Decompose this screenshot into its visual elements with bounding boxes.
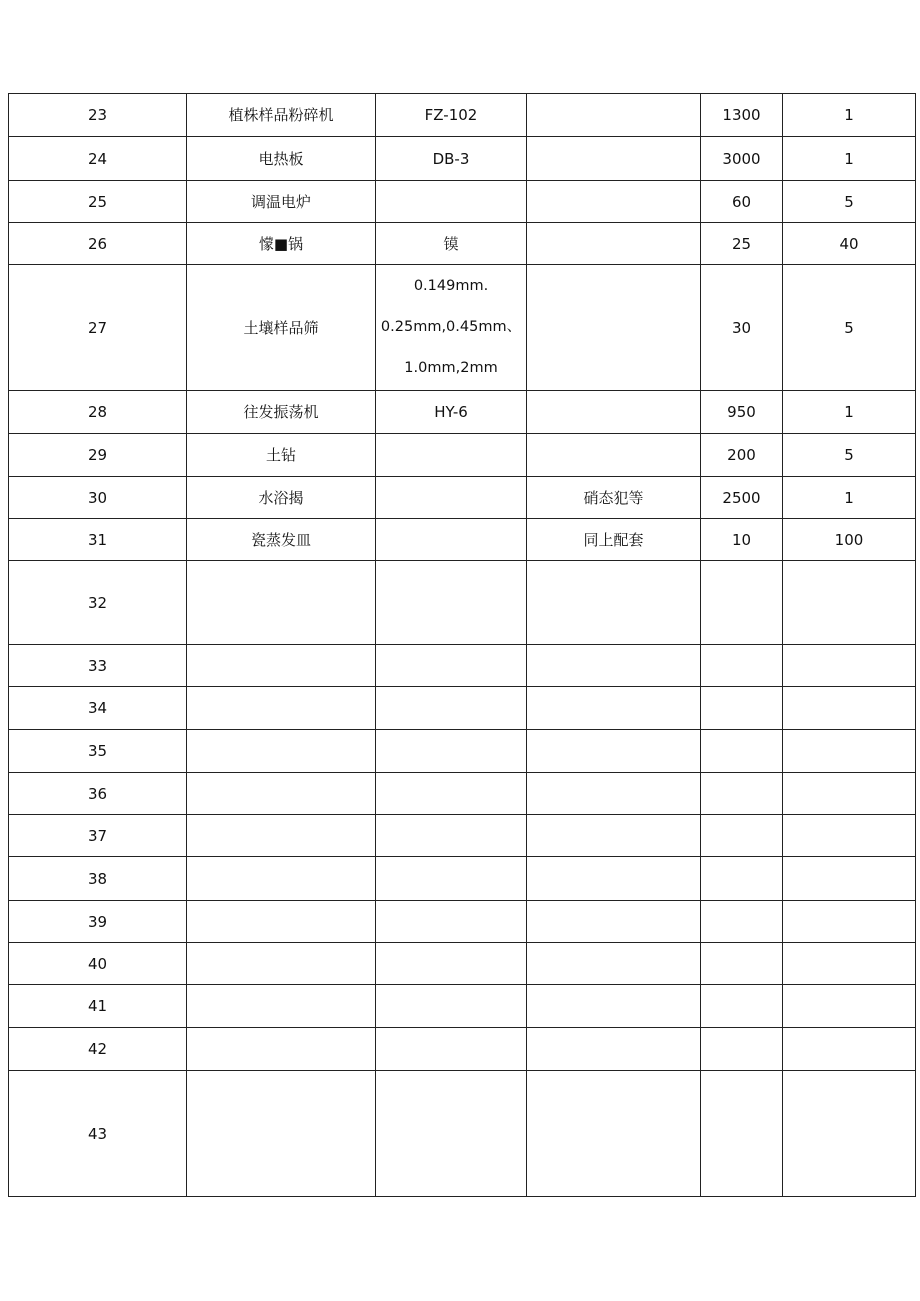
equipment-qty: 1 (783, 391, 916, 434)
equipment-note (527, 137, 701, 181)
equipment-price: 30 (701, 265, 783, 391)
equipment-model (376, 773, 527, 815)
table-row (9, 943, 916, 985)
row-number: 34 (9, 687, 187, 730)
table-row (9, 434, 916, 477)
table-row (9, 730, 916, 773)
equipment-name (187, 730, 376, 773)
equipment-model (376, 687, 527, 730)
equipment-model: 镆 (376, 223, 527, 265)
equipment-name (187, 943, 376, 985)
equipment-qty (783, 943, 916, 985)
equipment-name (187, 561, 376, 645)
equipment-price: 3000 (701, 137, 783, 181)
table-row (9, 181, 916, 223)
equipment-model (376, 815, 527, 857)
row-number: 31 (9, 519, 187, 561)
equipment-price (701, 773, 783, 815)
row-number: 32 (9, 561, 187, 645)
equipment-qty: 5 (783, 265, 916, 391)
equipment-price: 200 (701, 434, 783, 477)
equipment-price (701, 901, 783, 943)
row-number: 41 (9, 985, 187, 1028)
equipment-name: 调温电炉 (187, 181, 376, 223)
table-row (9, 391, 916, 434)
equipment-qty: 100 (783, 519, 916, 561)
equipment-qty: 5 (783, 434, 916, 477)
equipment-note (527, 1028, 701, 1071)
row-number: 28 (9, 391, 187, 434)
equipment-model (376, 901, 527, 943)
row-number: 43 (9, 1071, 187, 1197)
equipment-qty (783, 645, 916, 687)
equipment-qty: 1 (783, 477, 916, 519)
equipment-name (187, 645, 376, 687)
equipment-name: 土钻 (187, 434, 376, 477)
equipment-note (527, 223, 701, 265)
equipment-qty (783, 773, 916, 815)
equipment-price (701, 815, 783, 857)
equipment-model (376, 857, 527, 901)
equipment-note (527, 943, 701, 985)
sieve-size-line: 0.149mm. (413, 278, 489, 294)
row-number: 40 (9, 943, 187, 985)
equipment-model (376, 477, 527, 519)
equipment-model (376, 985, 527, 1028)
equipment-qty (783, 985, 916, 1028)
equipment-price (701, 857, 783, 901)
row-number: 33 (9, 645, 187, 687)
table-row (9, 223, 916, 265)
equipment-price (701, 645, 783, 687)
equipment-note (527, 985, 701, 1028)
row-number: 42 (9, 1028, 187, 1071)
equipment-qty (783, 815, 916, 857)
row-number: 26 (9, 223, 187, 265)
equipment-qty: 5 (783, 181, 916, 223)
row-number: 24 (9, 137, 187, 181)
table-row (9, 985, 916, 1028)
equipment-model (376, 181, 527, 223)
row-number: 38 (9, 857, 187, 901)
equipment-note (527, 1071, 701, 1197)
equipment-qty (783, 1028, 916, 1071)
equipment-name (187, 687, 376, 730)
equipment-price (701, 1071, 783, 1197)
table-row (9, 857, 916, 901)
equipment-qty (783, 687, 916, 730)
equipment-qty (783, 730, 916, 773)
table-row (9, 265, 916, 391)
equipment-name (187, 901, 376, 943)
equipment-model (376, 1071, 527, 1197)
equipment-note (527, 391, 701, 434)
row-number: 27 (9, 265, 187, 391)
row-number: 25 (9, 181, 187, 223)
row-number: 37 (9, 815, 187, 857)
equipment-name (187, 985, 376, 1028)
table-row (9, 1028, 916, 1071)
equipment-name (187, 857, 376, 901)
equipment-note (527, 434, 701, 477)
sieve-size-line: 1.0mm,2mm (404, 360, 498, 376)
equipment-qty: 1 (783, 94, 916, 137)
table-row (9, 773, 916, 815)
equipment-model: HY-6 (376, 391, 527, 434)
table-row (9, 901, 916, 943)
equipment-model (376, 943, 527, 985)
equipment-note (527, 815, 701, 857)
equipment-name: 植株样品粉碎机 (187, 94, 376, 137)
equipment-note (527, 645, 701, 687)
table-row (9, 94, 916, 137)
equipment-qty (783, 561, 916, 645)
equipment-price (701, 561, 783, 645)
table-row (9, 645, 916, 687)
equipment-name (187, 1071, 376, 1197)
equipment-name: 电热板 (187, 137, 376, 181)
equipment-price (701, 687, 783, 730)
equipment-qty: 1 (783, 137, 916, 181)
equipment-note (527, 901, 701, 943)
equipment-model (376, 561, 527, 645)
equipment-note: 硝态犯等 (527, 477, 701, 519)
equipment-price (701, 985, 783, 1028)
equipment-qty (783, 1071, 916, 1197)
equipment-price: 2500 (701, 477, 783, 519)
equipment-model: DB-3 (376, 137, 527, 181)
row-number: 35 (9, 730, 187, 773)
equipment-note (527, 773, 701, 815)
equipment-model (376, 265, 527, 391)
equipment-note (527, 181, 701, 223)
equipment-note (527, 687, 701, 730)
equipment-model: FZ-102 (376, 94, 527, 137)
equipment-model (376, 1028, 527, 1071)
equipment-name: 往发振荡机 (187, 391, 376, 434)
row-number: 36 (9, 773, 187, 815)
equipment-model (376, 645, 527, 687)
row-number: 39 (9, 901, 187, 943)
row-number: 23 (9, 94, 187, 137)
row-number: 29 (9, 434, 187, 477)
table-row (9, 1071, 916, 1197)
equipment-note: 同上配套 (527, 519, 701, 561)
table-row (9, 519, 916, 561)
row-number: 30 (9, 477, 187, 519)
equipment-note (527, 561, 701, 645)
equipment-qty (783, 901, 916, 943)
equipment-price: 25 (701, 223, 783, 265)
equipment-model (376, 730, 527, 773)
equipment-note (527, 857, 701, 901)
equipment-qty (783, 857, 916, 901)
equipment-name (187, 773, 376, 815)
equipment-price (701, 943, 783, 985)
equipment-price: 1300 (701, 94, 783, 137)
table-row (9, 477, 916, 519)
equipment-name: 懞■锅 (187, 223, 376, 265)
table-row (9, 561, 916, 645)
table-row (9, 687, 916, 730)
equipment-note (527, 265, 701, 391)
equipment-model (376, 519, 527, 561)
equipment-note (527, 730, 701, 773)
equipment-name (187, 815, 376, 857)
equipment-name: 瓷蒸发皿 (187, 519, 376, 561)
equipment-table (8, 93, 916, 1197)
sieve-size-line: 0.25mm,0.45mm、 (380, 319, 522, 335)
equipment-price: 10 (701, 519, 783, 561)
equipment-model (376, 434, 527, 477)
equipment-name (187, 1028, 376, 1071)
equipment-note (527, 94, 701, 137)
equipment-price (701, 730, 783, 773)
equipment-name: 水浴揭 (187, 477, 376, 519)
equipment-name: 土壤样品筛 (187, 265, 376, 391)
equipment-price (701, 1028, 783, 1071)
equipment-price: 950 (701, 391, 783, 434)
equipment-price: 60 (701, 181, 783, 223)
table-row (9, 815, 916, 857)
equipment-qty: 40 (783, 223, 916, 265)
table-row (9, 137, 916, 181)
